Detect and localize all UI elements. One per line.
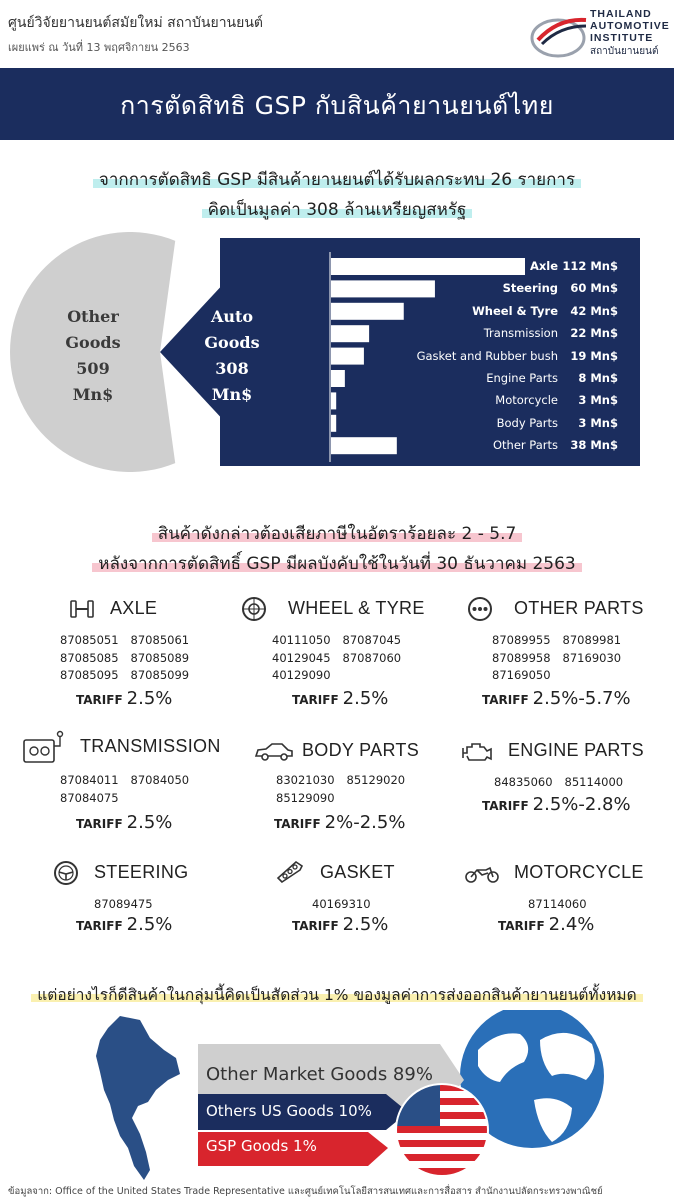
category-engine-tariff: TARIFF 2.5%-2.8% (482, 794, 631, 815)
category-axle (20, 596, 240, 716)
bar-wheel-tyre (331, 303, 404, 320)
bar-gasket-and-rubber-bush (331, 348, 364, 365)
category-engine-codes: 84835060 85114000 (494, 775, 624, 789)
bar-label: Motorcycle (495, 393, 558, 408)
bar-label: Gasket and Rubber bush (416, 348, 558, 363)
category-steering (52, 860, 272, 950)
bar-value-label: 3 Mn$ (578, 393, 618, 408)
bar-value-label: 42 Mn$ (570, 303, 618, 318)
category-motorcycle (464, 860, 674, 950)
summary-line-1: จากการตัดสิทธิ GSP มีสินค้ายานยนต์ได้รับผลกระทบ 26 รายการ (0, 166, 674, 193)
tariff-heading-1: สินค้าดังกล่าวต้องเสียภาษีในอัตราร้อยละ 2 - 5.7 (0, 520, 674, 547)
axle-icon (68, 596, 96, 622)
category-engine-parts (460, 738, 674, 848)
category-gasket (276, 860, 496, 950)
category-other-tariff: TARIFF 2.5%-5.7% (482, 688, 631, 709)
logo-line-3: INSTITUTE (590, 32, 654, 44)
dots-icon (466, 596, 494, 622)
category-steering-title: STEERING (94, 862, 189, 882)
bar-label: Wheel & Tyre (472, 303, 558, 318)
header-date: เผยแพร่ ณ วันที่ 13 พฤศจิกายน 2563 (8, 41, 190, 54)
motorcycle-icon (464, 860, 500, 886)
category-body-title: BODY PARTS (302, 740, 420, 760)
tai-logo (528, 8, 668, 60)
page-title: การตัดสิทธิ GSP กับสินค้ายานยนต์ไทย (120, 91, 554, 120)
logo-line-4: สถาบันยานยนต์ (590, 46, 659, 57)
gasket-icon (276, 860, 304, 886)
category-motorcycle-tariff: TARIFF 2.4% (498, 914, 595, 935)
share-label-others-us: Others US Goods 10% (206, 1102, 372, 1120)
category-motorcycle-title: MOTORCYCLE (514, 862, 644, 882)
logo-line-2: AUTOMOTIVE (590, 20, 670, 32)
category-gasket-tariff: TARIFF 2.5% (292, 914, 389, 935)
steering-wheel-icon (52, 860, 80, 886)
share-heading: แต่อย่างไรก็ดีสินค้าในกลุ่มนี้คิดเป็นสัดส่วน 1% ของมูลค่าการส่งออกสินค้ายานยนต์ทั้งหมด (0, 982, 674, 1007)
category-wheel-title: WHEEL & TYRE (288, 598, 425, 618)
bar-motorcycle (331, 392, 336, 409)
share-graphic (0, 1010, 674, 1182)
bar-body-parts (331, 415, 336, 432)
share-label-other-market: Other Market Goods 89% (206, 1064, 433, 1085)
category-wheel (240, 596, 460, 716)
bar-label: Steering (502, 281, 558, 296)
bar-label: Engine Parts (486, 371, 558, 385)
category-transmission-codes: 87084011 87084050 87084075 (60, 773, 190, 805)
category-motorcycle-codes: 87114060 (528, 897, 587, 911)
bar-value-label: 112 Mn$ (562, 259, 618, 273)
bar-transmission (331, 325, 369, 342)
bar-value-label: 19 Mn$ (570, 348, 618, 363)
category-steering-codes: 87089475 (94, 897, 153, 911)
category-gasket-codes: 40169310 (312, 897, 371, 911)
wheel-icon (240, 596, 268, 622)
category-wheel-codes: 40111050 87087045 40129045 87087060 40129090 (272, 633, 402, 682)
bar-steering (331, 280, 435, 297)
category-gasket-title: GASKET (320, 862, 395, 882)
bar-value-label: 8 Mn$ (578, 371, 618, 385)
category-other-parts (466, 596, 674, 716)
pie-label-other: Other Goods 509 Mn$ (65, 307, 121, 404)
bar-engine-parts (331, 370, 345, 387)
category-transmission-title: TRANSMISSION (80, 736, 221, 756)
category-axle-codes: 87085051 87085061 87085085 87085089 87085095 87085099 (60, 633, 190, 682)
bar-value-label: 22 Mn$ (570, 326, 618, 341)
pie-label-auto: Auto Goods 308 Mn$ (204, 307, 260, 404)
tai-logo-icon (528, 10, 588, 60)
category-wheel-tariff: TARIFF 2.5% (292, 688, 389, 709)
bar-value-label: 60 Mn$ (570, 281, 618, 296)
category-engine-title: ENGINE PARTS (508, 740, 644, 760)
bar-other-parts (331, 437, 397, 454)
bar-value-label: 3 Mn$ (578, 415, 618, 430)
category-steering-tariff: TARIFF 2.5% (76, 914, 173, 935)
header-org: ศูนย์วิจัยยานยนต์สมัยใหม่ สถาบันยานยนต์ (8, 15, 263, 31)
tariff-heading-2: หลังจากการตัดสิทธิ์ GSP มีผลบังคับใช้ในวันที่ 30 ธันวาคม 2563 (0, 550, 674, 577)
title-banner (0, 68, 674, 140)
summary-line-2: คิดเป็นมูลค่า 308 ล้านเหรียญสหรัฐ (0, 196, 674, 223)
share-label-gsp: GSP Goods 1% (206, 1137, 317, 1155)
bar-label: Body Parts (496, 415, 558, 430)
bar-label: Axle (529, 259, 558, 273)
thailand-map-icon (96, 1016, 180, 1180)
category-body-tariff: TARIFF 2%-2.5% (274, 812, 406, 833)
category-other-title: OTHER PARTS (514, 598, 644, 618)
engine-icon (460, 738, 494, 764)
bar-label: Other Parts (492, 438, 558, 453)
category-axle-title: AXLE (110, 598, 158, 618)
category-body-parts (254, 738, 474, 848)
category-body-codes: 83021030 85129020 85129090 (276, 773, 406, 805)
car-icon (254, 738, 294, 764)
category-transmission (22, 734, 242, 844)
bar-value-label: 38 Mn$ (570, 438, 618, 453)
gearbox-icon (22, 730, 66, 766)
source-note: ข้อมูลจาก: Office of the United States Trade Representative และศูนย์เทคโนโลยีสารสนเทศและการสื่อสาร สำนักงานปลัดกระทรวงพาณิชย์ (8, 1186, 603, 1197)
category-transmission-tariff: TARIFF 2.5% (76, 812, 173, 833)
category-axle-tariff: TARIFF 2.5% (76, 688, 173, 709)
category-other-codes: 87089955 87089981 87089958 87169030 87169050 (492, 633, 622, 682)
bar-axle (331, 258, 525, 275)
logo-line-1: THAILAND (590, 8, 652, 20)
bar-label: Transmission (483, 326, 558, 341)
